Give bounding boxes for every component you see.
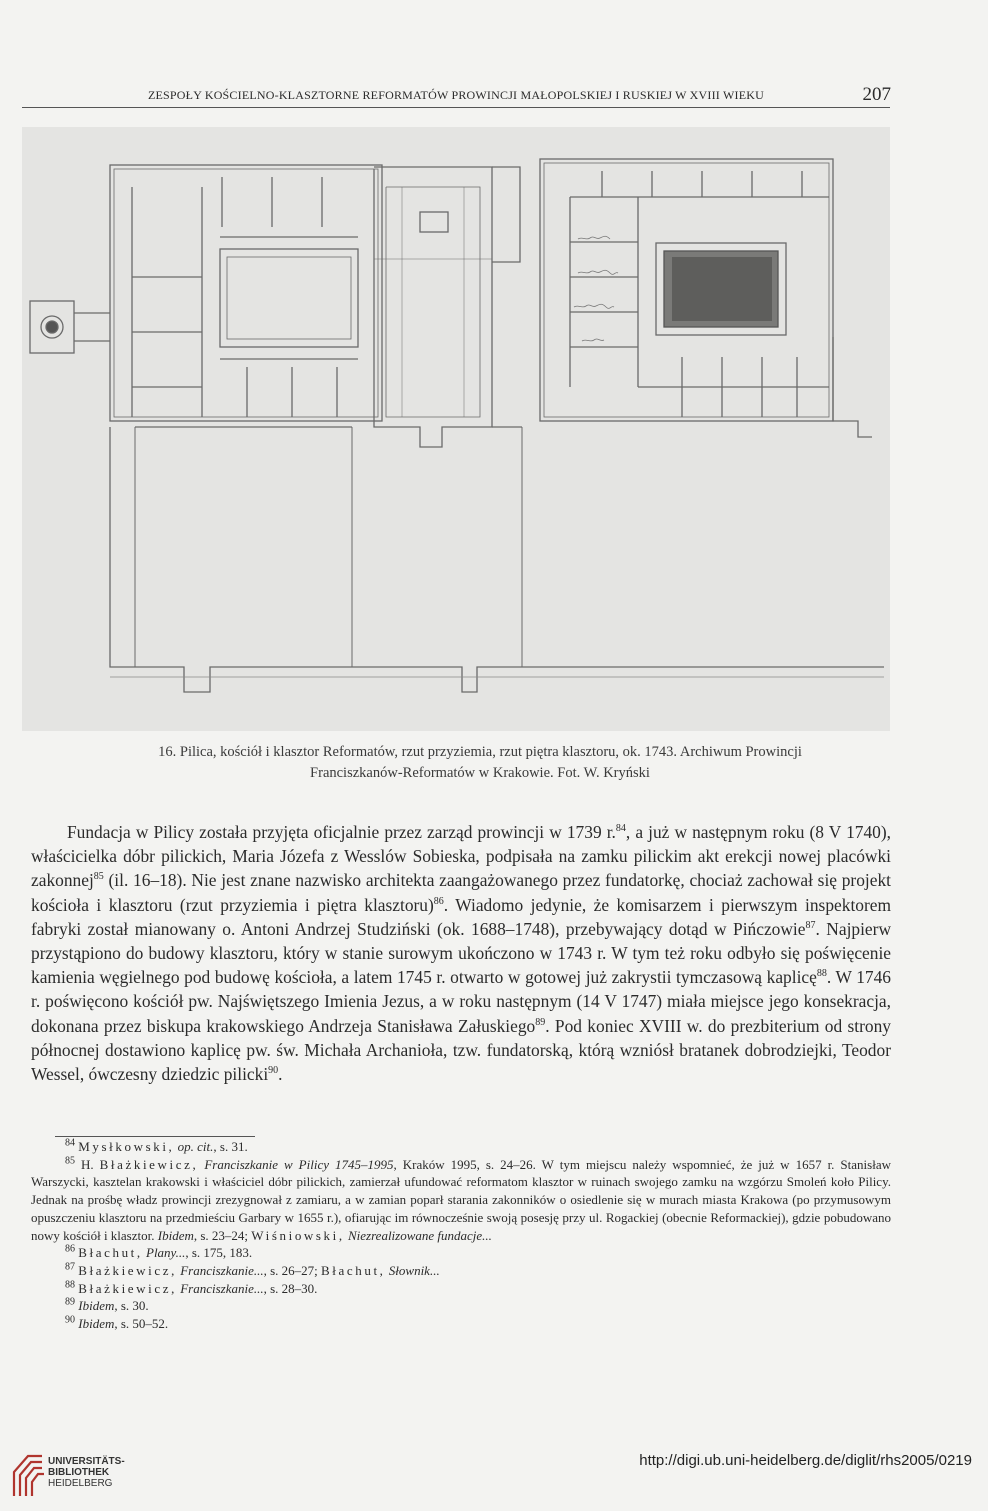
caption-line: 16. Pilica, kościół i klasztor Reformatów, rzut przyziemia, rzut piętra klasztoru, ok. 1743. Archiwum Prowincji xyxy=(158,744,802,760)
footnote-90 xyxy=(31,1315,891,1333)
footnote-text: , s. 26–27; xyxy=(263,1262,322,1278)
text-run: . Wiadomo jedynie, że komisarzem i pierwszym inspektorem fabryki został mianowany o. Antoni Andrzej Studziński (ok. 1688–1748), przebywający dotąd w Pińczowie xyxy=(31,894,892,939)
footnote-number: 90 xyxy=(65,1314,75,1326)
footnote-text: , Kraków 1995, s. 24–26. W tym miejscu należy wspomnieć, że już w 1657 r. Stanisław Warszycki, kasztelan krakowski i właściciel dóbr pilickich, zamierzał ufundować reformatom klasztor w ruinach swojego zamku na wzgórzu Smoleń koło Pilicy. Jednak na prośbę władz prowincji zrezygnował z zamiaru, a w zamian poparł starania zakonników o osiedlenie się w murach miasta Krakowa (po przymusowym opuszczeniu klasztoru na przedmieściu Garbary w 1655 r.), ofiarując im równocześnie swoją posesję przy ul. Rogackiej (obecnie Reformackiej), gdzie pobudowano nowy kościół i klasztor. xyxy=(31,1156,891,1243)
footnote-text: , s. 31. xyxy=(213,1139,248,1154)
footnote-text: , s. 30. xyxy=(114,1298,149,1314)
logo-line: HEIDELBERG xyxy=(48,1478,113,1489)
footnote-author: Mysłkowski, xyxy=(78,1139,175,1154)
footnote-86 xyxy=(31,1244,891,1262)
footnote-ref[interactable]: 89 xyxy=(535,1016,546,1028)
footnote-ref-title: Ibidem xyxy=(157,1227,194,1243)
footnote-ref[interactable]: 86 xyxy=(433,895,444,907)
footnote-88 xyxy=(31,1280,891,1298)
text-run: , a już w następnym roku (8 V 1740), właścicielka dóbr pilickich, Maria Józefa z Wesslów Sobieska, podpisała na zamku pilickim akt erekcji nowej placówki zakonnej xyxy=(31,822,891,891)
footnote-text: , s. 23–24; xyxy=(193,1227,252,1243)
text-run: . xyxy=(278,1064,283,1085)
footnote-ref-title: Plany... xyxy=(146,1245,186,1261)
library-logo-text xyxy=(48,1456,125,1489)
page-number: 207 xyxy=(862,84,891,105)
body-paragraph xyxy=(31,820,891,1086)
footnote-89 xyxy=(31,1297,891,1315)
header-rule xyxy=(22,107,890,108)
footnote-text: , s. 175, 183. xyxy=(185,1245,253,1261)
footnote-number: 86 xyxy=(65,1243,75,1255)
footnote-text: H. xyxy=(81,1156,100,1172)
text-run: Fundacja w Pilicy została przyjęta oficjalnie przez zarząd prowincji w 1739 r. xyxy=(67,822,616,842)
footnote-87 xyxy=(31,1262,891,1280)
footnote-ref[interactable]: 84 xyxy=(615,823,626,835)
footnote-ref-title: Ibidem xyxy=(78,1316,115,1332)
text-run: (il. 16–18). Nie jest znane nazwisko architekta zaangażowanego przez fundatorkę, chociaż zachował się projekt kościoła i klasztoru (rzut przyziemia i piętra klasztoru) xyxy=(31,870,891,915)
floor-plan-figure xyxy=(22,127,890,731)
footnote-author: Błażkiewicz, xyxy=(78,1262,177,1278)
text-run: . W 1746 r. poświęcono kościół pw. Najświętszego Imienia Jezus, a w roku następnym (14 V 1747) miała miejsce jego konsekracja, dokonana przez biskupa krakowskiego Andrzeja Stanisława Załuskiego xyxy=(31,967,891,1036)
source-url-link[interactable]: http://digi.ub.uni-heidelberg.de/diglit/rhs2005/0219 xyxy=(639,1452,972,1469)
footnote-ref[interactable]: 87 xyxy=(805,920,816,932)
footnote-author: Błażkiewicz, xyxy=(78,1280,177,1296)
footnote-rule xyxy=(55,1136,255,1137)
footnote-ref-title: Ibidem xyxy=(78,1298,115,1314)
footnote-number: 85 xyxy=(65,1155,75,1167)
footnotes xyxy=(31,1138,891,1333)
footnote-85 xyxy=(31,1156,891,1245)
text-run: . Pod koniec XVIII w. do prezbiterium od strony północnej dostawiono kaplicę pw. św. Michała Archanioła, tzw. fundatorską, którą wzniósł bratanek dobrodziejki, Teodor Wessel, ówczesny dziedzic pilicki xyxy=(31,1015,891,1085)
text-run: . Najpierw przystąpiono do budowy klasztoru, który w stanie surowym ukończono w 1743 r. W tym też roku odbyło się poświęcenie kamienia węgielnego pod budowę kościoła, a latem 1745 r. otwarto w gotowej już zakrystii tymczasową kaplicę xyxy=(31,918,892,988)
footnote-text: , s. 28–30. xyxy=(263,1280,318,1296)
footnote-author: Wiśniowski, xyxy=(251,1227,345,1243)
footnote-number: 84 xyxy=(65,1137,75,1149)
logo-line: BIBLIOTHEK xyxy=(48,1467,110,1478)
footnote-number: 89 xyxy=(65,1297,75,1308)
running-head: ZESPOŁY KOŚCIELNO-KLASZTORNE REFORMATÓW PROWINCJI MAŁOPOLSKIEJ I RUSKIEJ W XVIII WIEKU xyxy=(148,88,764,102)
footnote-ref[interactable]: 90 xyxy=(268,1065,279,1077)
footnote-ref-title: op. cit. xyxy=(177,1139,214,1154)
footnote-ref-title: Słownik... xyxy=(388,1262,440,1278)
logo-line: UNIVERSITÄTS- xyxy=(48,1456,125,1467)
footnote-ref-title: Franciszkanie... xyxy=(180,1280,264,1296)
floor-plan-drawing xyxy=(22,127,890,731)
footnote-ref-title: Niezrealizowane fundacje... xyxy=(347,1227,492,1243)
footnote-author: Błażkiewicz, xyxy=(99,1156,199,1172)
caption-line: Franciszkanów-Reformatów w Krakowie. Fot. W. Kryński xyxy=(310,765,650,781)
footnote-ref[interactable]: 85 xyxy=(93,871,104,883)
footnote-text: , s. 50–52. xyxy=(114,1316,169,1332)
figure-caption xyxy=(60,742,900,784)
footnote-ref[interactable]: 88 xyxy=(816,968,827,980)
footnote-ref-title: Franciszkanie... xyxy=(180,1262,264,1278)
footnote-author: Błachut, xyxy=(78,1245,143,1261)
footnote-number: 87 xyxy=(65,1261,75,1273)
footnote-ref-title: Franciszkanie w Pilicy 1745–1995 xyxy=(204,1156,394,1172)
footnote-number: 88 xyxy=(65,1279,75,1291)
footnote-author: Błachut, xyxy=(321,1262,386,1278)
footnote-84 xyxy=(31,1138,891,1156)
